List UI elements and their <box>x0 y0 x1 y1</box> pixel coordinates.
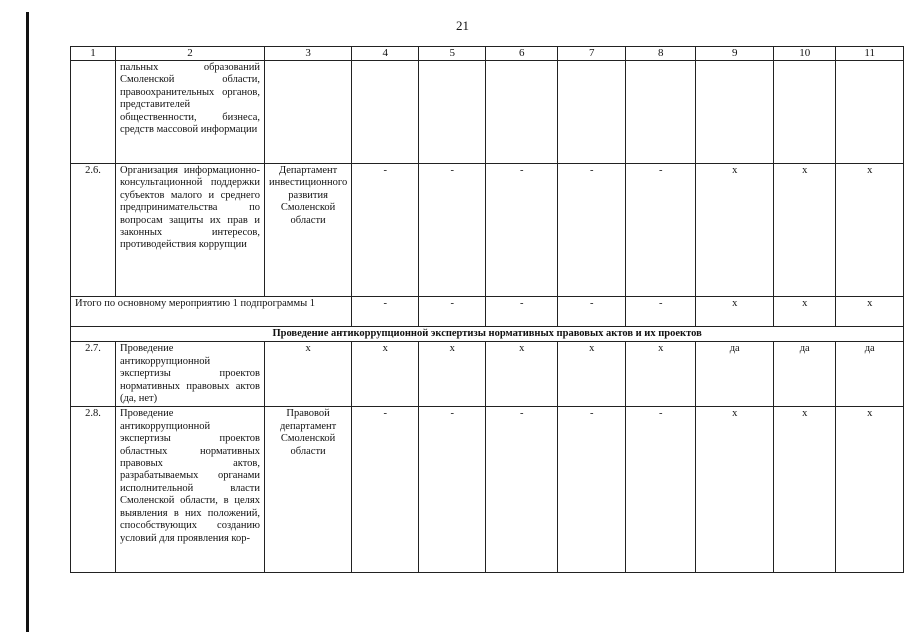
value-cell: - <box>419 297 486 327</box>
measure-description: пальных образований Смоленской области, правоохранительных органов, представителей общественности, бизнеса, средств массовой информации <box>116 61 265 164</box>
row-number: 2.7. <box>71 342 116 407</box>
binding-margin-line <box>26 12 29 632</box>
executor-cell: Правовой департамент Смоленской области <box>265 407 352 573</box>
table-row-2-8 <box>71 407 904 573</box>
value-cell: х <box>696 407 774 573</box>
value-cell: - <box>626 407 696 573</box>
value-cell: х <box>558 342 626 407</box>
value-cell: - <box>558 297 626 327</box>
header-cell: 1 <box>71 47 116 61</box>
value-cell: - <box>352 407 419 573</box>
value-cell: х <box>696 164 774 297</box>
header-cell: 9 <box>696 47 774 61</box>
total-label: Итого по основному мероприятию 1 подпрограммы 1 <box>71 297 352 327</box>
measure-description: Организация информационно-консультационной поддержки субъектов малого и среднего предпринимательства по вопросам защиты их прав и законных интересов, противодействия коррупции <box>116 164 265 297</box>
header-cell: 3 <box>265 47 352 61</box>
header-cell: 4 <box>352 47 419 61</box>
executor-cell: Департамент инвестиционного развития Смоленской области <box>265 164 352 297</box>
value-cell: - <box>352 164 419 297</box>
value-cell: х <box>774 164 836 297</box>
page-number: 21 <box>456 18 469 33</box>
value-cell: да <box>774 342 836 407</box>
header-cell: 11 <box>836 47 904 61</box>
header-cell: 7 <box>558 47 626 61</box>
header-row <box>71 47 904 61</box>
value-cell: - <box>626 164 696 297</box>
header-cell: 2 <box>116 47 265 61</box>
value-cell: х <box>836 407 904 573</box>
header-cell: 10 <box>774 47 836 61</box>
row-number: 2.8. <box>71 407 116 573</box>
value-cell: х <box>352 342 419 407</box>
table-row-total <box>71 297 904 327</box>
header-cell: 8 <box>626 47 696 61</box>
measure-description: Проведение антикоррупционной экспертизы проектов нормативных правовых актов (да, нет) <box>116 342 265 407</box>
program-table <box>70 46 904 573</box>
value-cell: х <box>696 297 774 327</box>
value-cell: х <box>836 297 904 327</box>
value-cell: х <box>486 342 558 407</box>
measure-description: Проведение антикоррупционной экспертизы проектов областных нормативных правовых актов, разрабатываемых органами исполнительной власти Смоленской области, в целях выявления в них положений, способствующих созданию условий для проявления кор- <box>116 407 265 573</box>
value-cell: х <box>836 164 904 297</box>
table-row-2-6 <box>71 164 904 297</box>
table-row-2-7 <box>71 342 904 407</box>
value-cell: - <box>558 164 626 297</box>
value-cell: - <box>558 407 626 573</box>
header-cell: 5 <box>419 47 486 61</box>
table-row-continuation <box>71 61 904 164</box>
value-cell: да <box>836 342 904 407</box>
value-cell: х <box>774 407 836 573</box>
value-cell: - <box>419 407 486 573</box>
value-cell: х <box>626 342 696 407</box>
value-cell: - <box>486 407 558 573</box>
value-cell: - <box>419 164 486 297</box>
row-number: 2.6. <box>71 164 116 297</box>
value-cell: х <box>265 342 352 407</box>
header-cell: 6 <box>486 47 558 61</box>
section-heading-row <box>71 327 904 342</box>
section-heading: Проведение антикоррупционной экспертизы нормативных правовых актов и их проектов <box>71 327 904 342</box>
value-cell: - <box>486 297 558 327</box>
value-cell: - <box>626 297 696 327</box>
value-cell: - <box>486 164 558 297</box>
value-cell: х <box>419 342 486 407</box>
value-cell: х <box>774 297 836 327</box>
value-cell: да <box>696 342 774 407</box>
value-cell: - <box>352 297 419 327</box>
